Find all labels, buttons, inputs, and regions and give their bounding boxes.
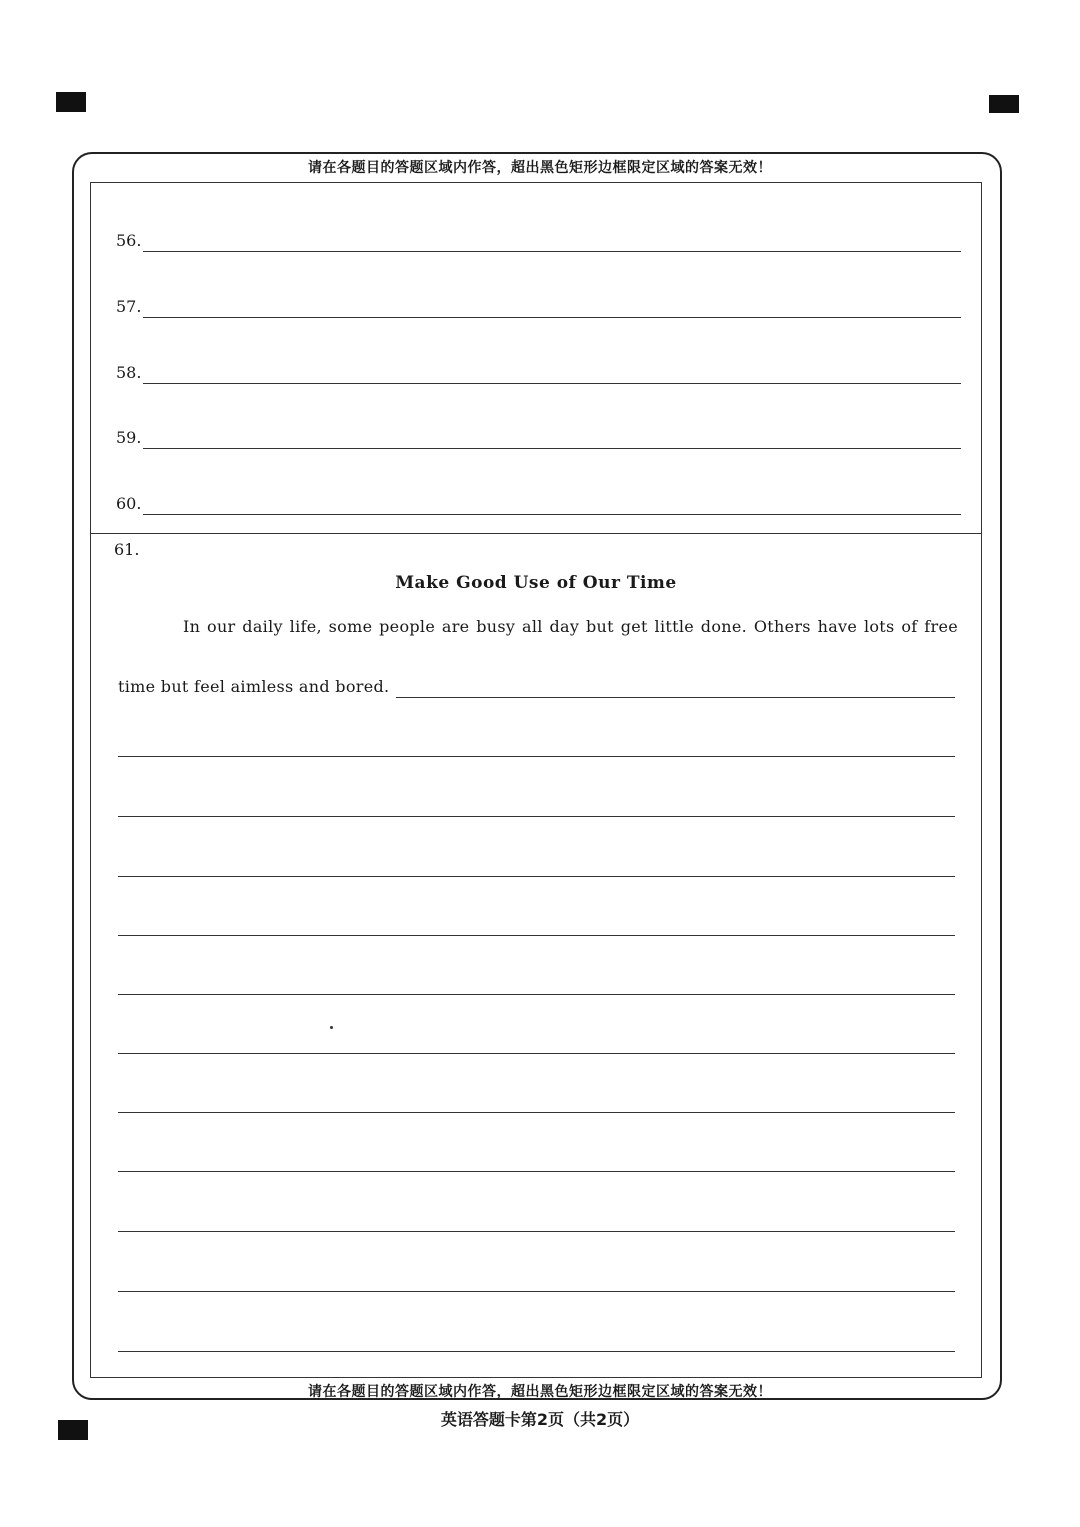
essay-writing-line[interactable] [118, 756, 955, 757]
question-number: 58. [116, 363, 142, 382]
answer-row-57[interactable] [116, 294, 961, 318]
question-number: 60. [116, 494, 142, 513]
essay-question-number: 61. [114, 540, 140, 559]
question-number: 56. [116, 231, 142, 250]
answer-row-58[interactable] [116, 360, 961, 384]
registration-mark-top-right [989, 95, 1019, 113]
answer-line[interactable] [143, 293, 961, 318]
essay-prompt-line-1: In our daily life, some people are busy all day but get little done. Others have lots of free [183, 617, 958, 636]
answer-row-60[interactable] [116, 491, 961, 515]
essay-writing-line[interactable] [118, 876, 955, 877]
answer-line[interactable] [143, 424, 961, 449]
section-divider [90, 533, 982, 534]
essay-writing-line[interactable] [118, 1351, 955, 1352]
answer-line[interactable] [143, 490, 961, 515]
answer-line[interactable] [143, 359, 961, 384]
essay-writing-line[interactable] [396, 697, 955, 698]
essay-writing-line[interactable] [118, 1291, 955, 1292]
essay-writing-line[interactable] [118, 1171, 955, 1172]
answer-row-56[interactable] [116, 228, 961, 252]
question-number: 57. [116, 297, 142, 316]
answer-line[interactable] [143, 227, 961, 252]
notice-bottom: 请在各题目的答题区域内作答，超出黑色矩形边框限定区域的答案无效！ [308, 1384, 772, 1400]
page-footer: 英语答题卡第2页（共2页） [440, 1410, 640, 1429]
notice-top: 请在各题目的答题区域内作答，超出黑色矩形边框限定区域的答案无效！ [308, 160, 772, 176]
essay-title: Make Good Use of Our Time [395, 573, 677, 593]
essay-writing-line[interactable] [118, 994, 955, 995]
essay-writing-line[interactable] [118, 1112, 955, 1113]
scan-speck [330, 1026, 333, 1029]
essay-writing-line[interactable] [118, 1053, 955, 1054]
answer-row-59[interactable] [116, 425, 961, 449]
question-number: 59. [116, 428, 142, 447]
essay-writing-line[interactable] [118, 1231, 955, 1232]
essay-prompt-line-2: time but feel aimless and bored. [118, 677, 390, 696]
essay-writing-line[interactable] [118, 935, 955, 936]
essay-writing-line[interactable] [118, 816, 955, 817]
registration-mark-top-left [56, 92, 86, 112]
